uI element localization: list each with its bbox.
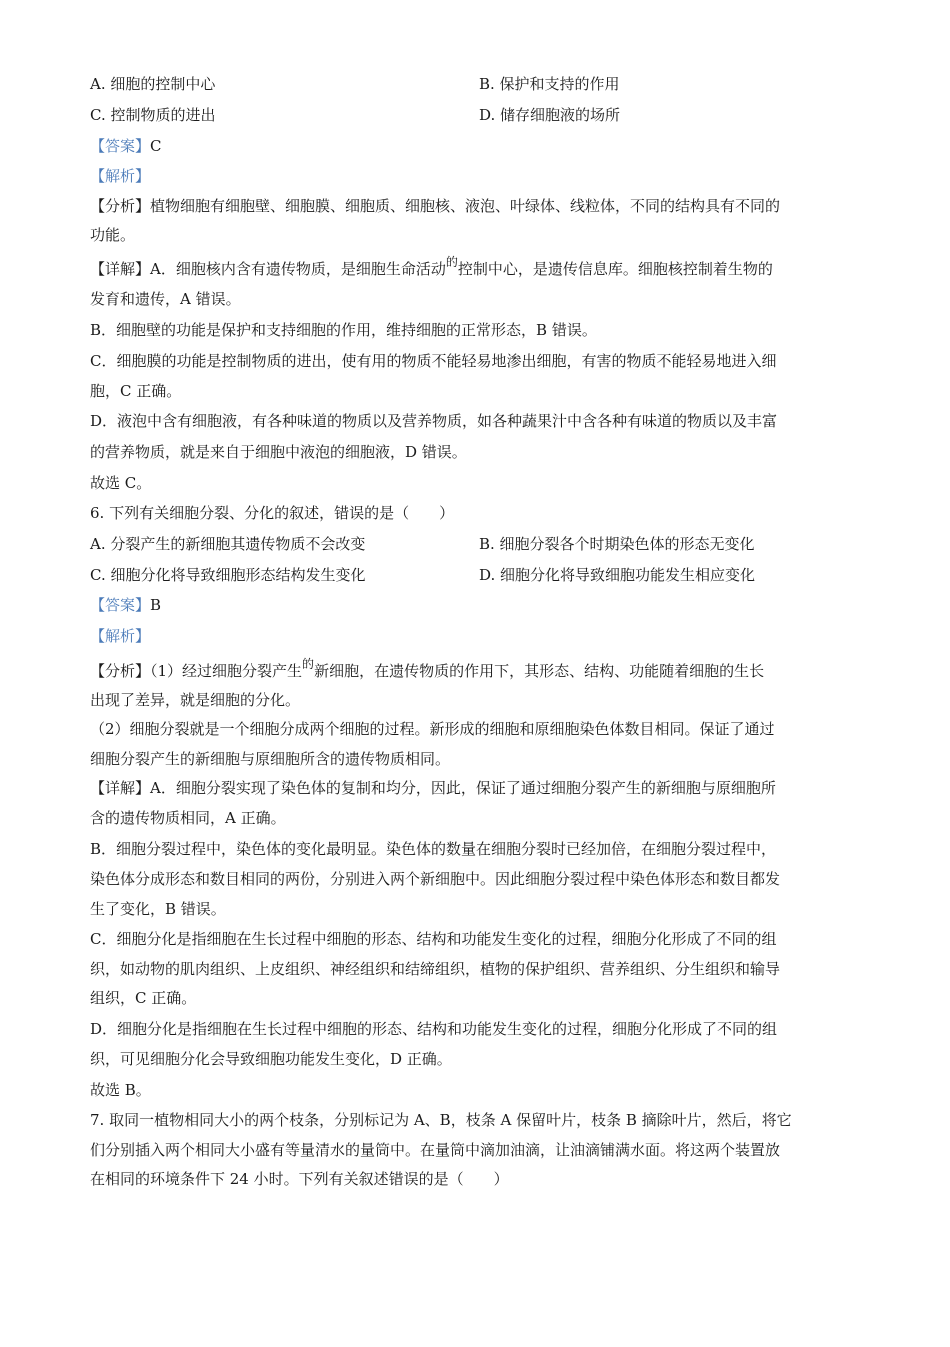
- q6-option-b: B. 细胞分裂各个时期染色体的形态无变化: [479, 535, 755, 553]
- answer-value: B: [150, 596, 162, 614]
- q5-detail-c-line-1: C．细胞膜的功能是控制物质的进出，使有用的物质不能轻易地渗出细胞，有害的物质不能轻易地进入细: [90, 352, 777, 370]
- q6-detail-a-line-1: 【详解】A．细胞分裂实现了染色体的复制和均分，因此，保证了通过细胞分裂产生的新细胞与原细胞所: [90, 779, 776, 797]
- q5-analysis-tag: [90, 165, 150, 187]
- q5-conclusion: 故选 C。: [90, 474, 152, 492]
- q6-detail-c-line-2: 织，如动物的肌肉组织、上皮组织、神经组织和结缔组织，植物的保护组织、营养组织、分生组织和输导: [90, 960, 781, 978]
- q5-option-d: D. 储存细胞液的场所: [479, 106, 621, 124]
- q5-fenxi-line-2: 功能。: [90, 226, 136, 244]
- q7-stem-line-2: 们分别插入两个相同大小盛有等量清水的量筒中。在量筒中滴加油滴，让油滴铺满水面。将这两个装置放: [90, 1141, 781, 1159]
- q6-option-c: C. 细胞分化将导致细胞形态结构发生变化: [90, 566, 366, 584]
- answer-value: C: [150, 137, 162, 155]
- q6-detail-c-line-1: C．细胞分化是指细胞在生长过程中细胞的形态、结构和功能发生变化的过程，细胞分化形成了不同的组: [90, 930, 777, 948]
- q6-conclusion: 故选 B。: [90, 1081, 151, 1099]
- q5-answer-line: [90, 135, 162, 157]
- q6-detail-b-line-2: 染色体分成形态和数目相同的两份，分别进入两个新细胞中。因此细胞分裂过程中染色体形态和数目都发: [90, 870, 781, 888]
- q6-stem: 6. 下列有关细胞分裂、分化的叙述，错误的是（ ）: [90, 504, 455, 522]
- superscript-char: 的: [445, 255, 458, 269]
- q5-detail-a-line-1: 【详解】A．细胞核内含有遗传物质，是细胞生命活动$^的$控制中心，是遗传信息库。细胞核控制着生物的: [90, 255, 773, 278]
- q5-detail-b: B．细胞壁的功能是保护和支持细胞的作用，维持细胞的正常形态，B 错误。: [90, 321, 597, 339]
- q5-detail-c-line-2: 胞，C 正确。: [90, 382, 182, 400]
- superscript-char: 的: [302, 657, 315, 671]
- answer-tag: 【答案】: [90, 137, 151, 155]
- q6-detail-d-line-1: D．细胞分化是指细胞在生长过程中细胞的形态、结构和功能发生变化的过程，细胞分化形成了不同的组: [90, 1020, 778, 1038]
- q6-fenxi2-line-1: （2）细胞分裂就是一个细胞分成两个细胞的过程。新形成的细胞和原细胞染色体数目相同。保证了通过: [90, 720, 775, 738]
- q6-detail-b-line-3: 生了变化，B 错误。: [90, 900, 226, 918]
- q7-stem-line-3: 在相同的环境条件下 24 小时。下列有关叙述错误的是（ ）: [90, 1170, 509, 1188]
- q6-detail-b-line-1: B．细胞分裂过程中，染色体的变化最明显。染色体的数量在细胞分裂时已经加倍，在细胞分裂过程中，: [90, 840, 777, 858]
- q7-stem-line-1: 7. 取同一植物相同大小的两个枝条，分别标记为 A、B，枝条 A 保留叶片，枝条 B 摘除叶片，然后，将它: [90, 1111, 792, 1129]
- analysis-tag: 【解析】: [90, 627, 151, 645]
- q5-option-a: A. 细胞的控制中心: [90, 75, 216, 93]
- q5-fenxi-line-1: 【分析】植物细胞有细胞壁、细胞膜、细胞质、细胞核、液泡、叶绿体、线粒体，不同的结构具有不同的: [90, 197, 781, 215]
- q6-detail-c-line-3: 组织，C 正确。: [90, 989, 197, 1007]
- q6-fenxi1-line-1: 【分析】（1）经过细胞分裂产生$^的$新细胞，在遗传物质的作用下，其形态、结构、功能随着细胞的生长: [90, 657, 765, 680]
- q6-detail-d-line-2: 织，可见细胞分化会导致细胞功能发生变化，D 正确。: [90, 1050, 452, 1068]
- q5-option-b: B. 保护和支持的作用: [479, 75, 620, 93]
- answer-tag: 【答案】: [90, 596, 151, 614]
- analysis-tag: 【解析】: [90, 167, 151, 185]
- q5-detail-d-line-1: D．液泡中含有细胞液，有各种味道的物质以及营养物质，如各种蔬果汁中含各种有味道的物质以及丰富: [90, 412, 778, 430]
- q6-answer-line: [90, 594, 161, 616]
- q5-detail-a-line-2: 发育和遗传，A 错误。: [90, 290, 241, 308]
- q6-option-d: D. 细胞分化将导致细胞功能发生相应变化: [479, 566, 756, 584]
- q6-analysis-tag: [90, 625, 150, 647]
- q6-fenxi2-line-2: 细胞分裂产生的新细胞与原细胞所含的遗传物质相同。: [90, 750, 451, 768]
- q5-option-c: C. 控制物质的进出: [90, 106, 216, 124]
- q5-detail-d-line-2: 的营养物质，就是来自于细胞中液泡的细胞液，D 错误。: [90, 443, 467, 461]
- q6-fenxi1-line-2: 出现了差异，就是细胞的分化。: [90, 691, 301, 709]
- q6-detail-a-line-2: 含的遗传物质相同，A 正确。: [90, 809, 286, 827]
- q6-option-a: A. 分裂产生的新细胞其遗传物质不会改变: [90, 535, 366, 553]
